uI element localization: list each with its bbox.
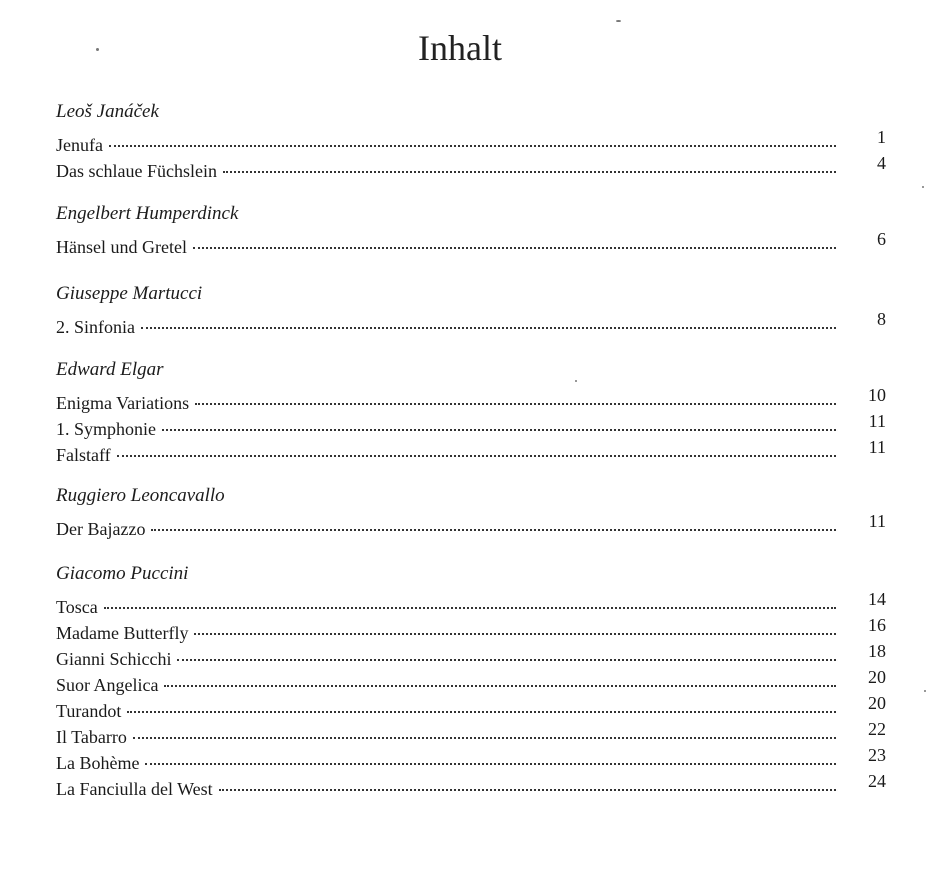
page-title: Inhalt xyxy=(418,28,502,68)
leader-dots xyxy=(195,403,836,405)
leader-dots xyxy=(162,429,836,431)
toc-entry xyxy=(56,589,886,620)
toc-entry xyxy=(56,229,886,260)
composer-section xyxy=(56,562,886,802)
work-title: La Fanciulla del West xyxy=(56,779,213,799)
toc-entry xyxy=(56,309,886,340)
toc-entry xyxy=(56,385,886,416)
work-title: Suor Angelica xyxy=(56,675,159,695)
page-number: 10 xyxy=(868,385,886,405)
page-number: 6 xyxy=(877,229,886,249)
composer-heading: Giuseppe Martucci xyxy=(56,283,203,304)
leader-dots xyxy=(127,711,836,713)
scan-speck xyxy=(922,186,924,188)
work-title: La Bohème xyxy=(56,753,140,773)
composer-heading: Engelbert Humperdinck xyxy=(56,203,239,224)
work-title: Das schlaue Füchslein xyxy=(56,161,217,181)
composer-section xyxy=(56,484,886,542)
work-title: 1. Symphonie xyxy=(56,419,157,439)
page-number: 11 xyxy=(868,437,886,457)
work-title: 2. Sinfonia xyxy=(56,317,135,337)
page-number: 11 xyxy=(868,411,886,431)
composer-heading: Ruggiero Leoncavallo xyxy=(56,485,225,506)
leader-dots xyxy=(104,607,836,609)
page-number: 23 xyxy=(868,745,886,765)
toc-entry xyxy=(56,745,886,776)
scan-speck xyxy=(96,48,99,51)
toc-entry xyxy=(56,411,886,442)
composer-section xyxy=(56,202,886,260)
leader-dots xyxy=(141,327,836,329)
scan-speck xyxy=(924,690,926,692)
toc-entry xyxy=(56,615,886,646)
toc-entry xyxy=(56,153,886,184)
page-number: 1 xyxy=(877,127,886,147)
work-title: Tosca xyxy=(56,597,98,617)
leader-dots xyxy=(109,145,836,147)
page-number: 4 xyxy=(877,153,886,173)
work-title: Enigma Variations xyxy=(56,393,190,413)
leader-dots xyxy=(151,529,836,531)
toc-entry xyxy=(56,437,886,468)
toc-entry xyxy=(56,693,886,724)
work-title: Madame Butterfly xyxy=(56,623,189,643)
work-title: Gianni Schicchi xyxy=(56,649,172,669)
leader-dots xyxy=(164,685,836,687)
page-number: 20 xyxy=(868,693,886,713)
page-number: 24 xyxy=(868,771,886,791)
composer-heading: Giacomo Puccini xyxy=(56,563,189,584)
work-title: Jenufa xyxy=(56,135,103,155)
toc-entry xyxy=(56,127,886,158)
scan-speck xyxy=(616,20,621,22)
work-title: Turandot xyxy=(56,701,122,721)
leader-dots xyxy=(219,789,836,791)
work-title: Il Tabarro xyxy=(56,727,127,747)
page-number: 22 xyxy=(868,719,886,739)
composer-section xyxy=(56,358,886,468)
toc-entry xyxy=(56,719,886,750)
leader-dots xyxy=(194,633,836,635)
page-number: 20 xyxy=(868,667,886,687)
page-number: 11 xyxy=(868,511,886,531)
toc-entry xyxy=(56,667,886,698)
composer-section xyxy=(56,282,886,340)
leader-dots xyxy=(223,171,836,173)
toc-entry xyxy=(56,511,886,542)
composer-heading: Leoš Janáček xyxy=(56,101,159,122)
work-title: Hänsel und Gretel xyxy=(56,237,187,257)
composer-section xyxy=(56,100,886,184)
leader-dots xyxy=(177,659,836,661)
leader-dots xyxy=(117,455,836,457)
toc-entry xyxy=(56,771,886,802)
page-number: 14 xyxy=(868,589,886,609)
composer-heading: Edward Elgar xyxy=(56,359,164,380)
page-number: 8 xyxy=(877,309,886,329)
work-title: Falstaff xyxy=(56,445,111,465)
leader-dots xyxy=(193,247,836,249)
page-number: 16 xyxy=(868,615,886,635)
scan-speck xyxy=(575,380,577,382)
leader-dots xyxy=(133,737,836,739)
work-title: Der Bajazzo xyxy=(56,519,146,539)
leader-dots xyxy=(145,763,836,765)
toc-entry xyxy=(56,641,886,672)
page-number: 18 xyxy=(868,641,886,661)
